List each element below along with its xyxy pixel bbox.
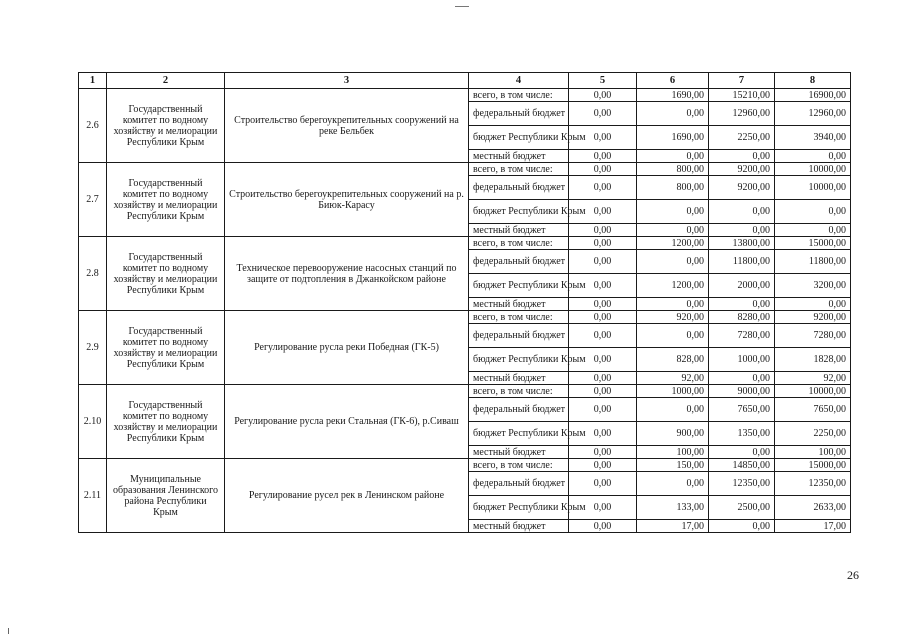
amount-col-7: 9000,00 <box>709 385 775 398</box>
project-name: Техническое перевооружение насосных станций по защите от подтопления в Джанкойском районе <box>225 237 469 311</box>
funding-source: федеральный бюджет <box>469 324 569 348</box>
amount-col-7: 0,00 <box>709 446 775 459</box>
amount-col-7: 7280,00 <box>709 324 775 348</box>
table-row <box>79 459 851 472</box>
amount-col-8: 2633,00 <box>775 496 851 520</box>
row-number: 2.6 <box>79 89 107 163</box>
funding-source: местный бюджет <box>469 224 569 237</box>
amount-col-6: 17,00 <box>637 520 709 533</box>
amount-col-7: 1000,00 <box>709 348 775 372</box>
amount-col-8: 11800,00 <box>775 250 851 274</box>
amount-col-7: 0,00 <box>709 200 775 224</box>
funding-source: всего, в том числе: <box>469 459 569 472</box>
funding-source: всего, в том числе: <box>469 163 569 176</box>
funding-source: бюджет Республики Крым <box>469 126 569 150</box>
amount-col-6: 900,00 <box>637 422 709 446</box>
amount-col-8: 15000,00 <box>775 237 851 250</box>
amount-col-7: 12350,00 <box>709 472 775 496</box>
amount-col-6: 800,00 <box>637 163 709 176</box>
amount-col-7: 7650,00 <box>709 398 775 422</box>
amount-col-6: 133,00 <box>637 496 709 520</box>
amount-col-7: 2250,00 <box>709 126 775 150</box>
amount-col-7: 12960,00 <box>709 102 775 126</box>
amount-col-6: 1000,00 <box>637 385 709 398</box>
amount-col-7: 2000,00 <box>709 274 775 298</box>
row-number: 2.9 <box>79 311 107 385</box>
amount-col-8: 7280,00 <box>775 324 851 348</box>
amount-col-8: 3940,00 <box>775 126 851 150</box>
project-name: Регулирование русла реки Стальная (ГК-6), р.Сиваш <box>225 385 469 459</box>
amount-col-5: 0,00 <box>569 324 637 348</box>
amount-col-8: 10000,00 <box>775 163 851 176</box>
amount-col-7: 0,00 <box>709 224 775 237</box>
amount-col-6: 150,00 <box>637 459 709 472</box>
table-row <box>79 311 851 324</box>
amount-col-8: 0,00 <box>775 224 851 237</box>
col-header-1: 1 <box>79 73 107 89</box>
amount-col-8: 1828,00 <box>775 348 851 372</box>
responsible-org: Государственный комитет по водному хозяйству и мелиорации Республики Крым <box>107 311 225 385</box>
project-name: Строительство берегоукрепительных сооружений на реке Бельбек <box>225 89 469 163</box>
table-row <box>79 89 851 102</box>
amount-col-8: 0,00 <box>775 298 851 311</box>
funding-source: всего, в том числе: <box>469 89 569 102</box>
funding-source: бюджет Республики Крым <box>469 422 569 446</box>
amount-col-6: 920,00 <box>637 311 709 324</box>
amount-col-5: 0,00 <box>569 237 637 250</box>
amount-col-6: 800,00 <box>637 176 709 200</box>
amount-col-8: 12350,00 <box>775 472 851 496</box>
amount-col-7: 8280,00 <box>709 311 775 324</box>
program-table <box>78 72 851 533</box>
amount-col-5: 0,00 <box>569 176 637 200</box>
amount-col-8: 9200,00 <box>775 311 851 324</box>
table-row <box>79 385 851 398</box>
amount-col-8: 0,00 <box>775 150 851 163</box>
amount-col-5: 0,00 <box>569 102 637 126</box>
amount-col-6: 0,00 <box>637 200 709 224</box>
responsible-org: Государственный комитет по водному хозяйству и мелиорации Республики Крым <box>107 237 225 311</box>
amount-col-6: 92,00 <box>637 372 709 385</box>
funding-source: федеральный бюджет <box>469 102 569 126</box>
amount-col-6: 0,00 <box>637 102 709 126</box>
amount-col-5: 0,00 <box>569 250 637 274</box>
amount-col-8: 0,00 <box>775 200 851 224</box>
amount-col-8: 16900,00 <box>775 89 851 102</box>
col-header-5: 5 <box>569 73 637 89</box>
funding-source: местный бюджет <box>469 520 569 533</box>
funding-source: федеральный бюджет <box>469 176 569 200</box>
funding-source: федеральный бюджет <box>469 472 569 496</box>
project-name: Регулирование русла реки Победная (ГК-5) <box>225 311 469 385</box>
amount-col-7: 2500,00 <box>709 496 775 520</box>
amount-col-5: 0,00 <box>569 150 637 163</box>
amount-col-6: 828,00 <box>637 348 709 372</box>
amount-col-6: 0,00 <box>637 298 709 311</box>
amount-col-5: 0,00 <box>569 348 637 372</box>
funding-source: федеральный бюджет <box>469 398 569 422</box>
amount-col-8: 92,00 <box>775 372 851 385</box>
amount-col-5: 0,00 <box>569 422 637 446</box>
amount-col-8: 7650,00 <box>775 398 851 422</box>
col-header-4: 4 <box>469 73 569 89</box>
amount-col-7: 0,00 <box>709 520 775 533</box>
col-header-3: 3 <box>225 73 469 89</box>
row-number: 2.11 <box>79 459 107 533</box>
amount-col-5: 0,00 <box>569 298 637 311</box>
funding-source: федеральный бюджет <box>469 250 569 274</box>
amount-col-5: 0,00 <box>569 496 637 520</box>
col-header-2: 2 <box>107 73 225 89</box>
amount-col-6: 0,00 <box>637 224 709 237</box>
amount-col-5: 0,00 <box>569 385 637 398</box>
amount-col-5: 0,00 <box>569 311 637 324</box>
row-number: 2.7 <box>79 163 107 237</box>
amount-col-6: 100,00 <box>637 446 709 459</box>
amount-col-8: 10000,00 <box>775 385 851 398</box>
table-row <box>79 237 851 250</box>
amount-col-5: 0,00 <box>569 224 637 237</box>
amount-col-8: 100,00 <box>775 446 851 459</box>
amount-col-7: 9200,00 <box>709 163 775 176</box>
amount-col-5: 0,00 <box>569 89 637 102</box>
amount-col-7: 0,00 <box>709 298 775 311</box>
amount-col-5: 0,00 <box>569 274 637 298</box>
responsible-org: Государственный комитет по водному хозяйству и мелиорации Республики Крым <box>107 385 225 459</box>
amount-col-8: 2250,00 <box>775 422 851 446</box>
amount-col-8: 12960,00 <box>775 102 851 126</box>
scan-dash-mark <box>455 6 469 7</box>
row-number: 2.8 <box>79 237 107 311</box>
col-header-8: 8 <box>775 73 851 89</box>
amount-col-8: 17,00 <box>775 520 851 533</box>
amount-col-5: 0,00 <box>569 520 637 533</box>
amount-col-7: 15210,00 <box>709 89 775 102</box>
amount-col-7: 0,00 <box>709 372 775 385</box>
project-name: Строительство берегоукрепительных сооружений на р. Биюк-Карасу <box>225 163 469 237</box>
amount-col-6: 0,00 <box>637 324 709 348</box>
amount-col-6: 1690,00 <box>637 126 709 150</box>
funding-source: местный бюджет <box>469 446 569 459</box>
table-row <box>79 163 851 176</box>
amount-col-7: 13800,00 <box>709 237 775 250</box>
col-header-7: 7 <box>709 73 775 89</box>
amount-col-5: 0,00 <box>569 459 637 472</box>
responsible-org: Государственный комитет по водному хозяйству и мелиорации Республики Крым <box>107 163 225 237</box>
amount-col-6: 1200,00 <box>637 237 709 250</box>
row-number: 2.10 <box>79 385 107 459</box>
funding-source: всего, в том числе: <box>469 237 569 250</box>
funding-source: местный бюджет <box>469 298 569 311</box>
amount-col-5: 0,00 <box>569 446 637 459</box>
amount-col-5: 0,00 <box>569 126 637 150</box>
amount-col-7: 9200,00 <box>709 176 775 200</box>
funding-source: местный бюджет <box>469 150 569 163</box>
amount-col-5: 0,00 <box>569 163 637 176</box>
funding-source: местный бюджет <box>469 372 569 385</box>
responsible-org: Муниципальные образования Ленинского района Республики Крым <box>107 459 225 533</box>
responsible-org: Государственный комитет по водному хозяйству и мелиорации Республики Крым <box>107 89 225 163</box>
project-name: Регулирование русел рек в Ленинском районе <box>225 459 469 533</box>
amount-col-7: 0,00 <box>709 150 775 163</box>
amount-col-5: 0,00 <box>569 372 637 385</box>
funding-source: всего, в том числе: <box>469 385 569 398</box>
amount-col-5: 0,00 <box>569 398 637 422</box>
funding-source: бюджет Республики Крым <box>469 348 569 372</box>
amount-col-7: 14850,00 <box>709 459 775 472</box>
amount-col-5: 0,00 <box>569 472 637 496</box>
page-number: 26 <box>847 568 859 582</box>
amount-col-8: 15000,00 <box>775 459 851 472</box>
amount-col-6: 1690,00 <box>637 89 709 102</box>
amount-col-8: 3200,00 <box>775 274 851 298</box>
funding-source: бюджет Республики Крым <box>469 274 569 298</box>
col-header-6: 6 <box>637 73 709 89</box>
amount-col-8: 10000,00 <box>775 176 851 200</box>
amount-col-6: 0,00 <box>637 398 709 422</box>
amount-col-7: 11800,00 <box>709 250 775 274</box>
amount-col-6: 0,00 <box>637 250 709 274</box>
funding-source: бюджет Республики Крым <box>469 200 569 224</box>
amount-col-6: 0,00 <box>637 150 709 163</box>
amount-col-6: 0,00 <box>637 472 709 496</box>
amount-col-7: 1350,00 <box>709 422 775 446</box>
header-row <box>79 73 851 89</box>
amount-col-6: 1200,00 <box>637 274 709 298</box>
funding-source: бюджет Республики Крым <box>469 496 569 520</box>
amount-col-5: 0,00 <box>569 200 637 224</box>
funding-source: всего, в том числе: <box>469 311 569 324</box>
scan-edge-mark <box>8 628 9 634</box>
